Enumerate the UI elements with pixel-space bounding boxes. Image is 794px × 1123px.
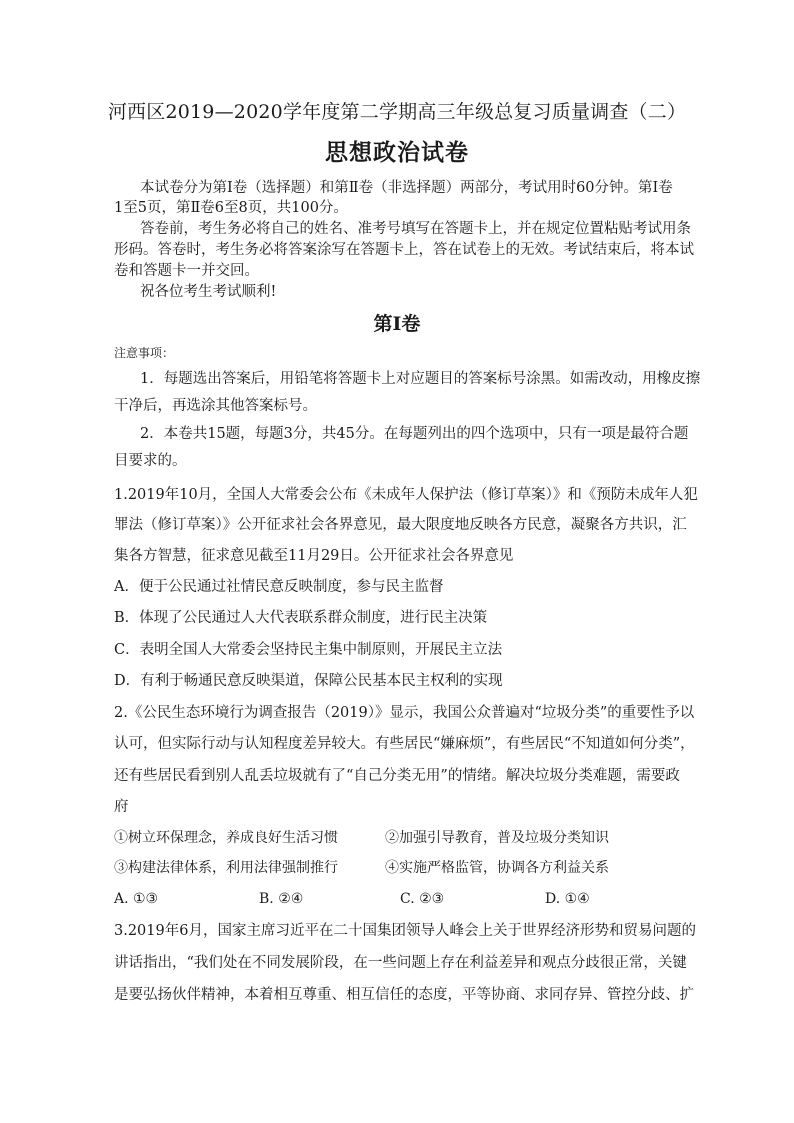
intro-paragraph-3: 祝各位考生考试顺利! xyxy=(140,284,277,300)
intro-paragraph-1-line-1: 本试卷分为第Ⅰ卷（选择题）和第Ⅱ卷（非选择题）两部分，考试用时60分钟。第Ⅰ卷 xyxy=(140,180,673,196)
question-2-statement-2: ②加强引导教育，普及垃圾分类知识 xyxy=(385,830,609,846)
notice-item-1-line-1: 1．每题选出答案后，用铅笔将答题卡上对应题目的答案标号涂黑。如需改动，用橡皮擦 xyxy=(140,371,701,387)
exam-title: 河西区2019—2020学年度第二学期高三年级总复习质量调查（二） xyxy=(107,101,687,123)
question-2-line-3: 还有些居民看到别人乱丢垃圾就有了“自己分类无用”的情绪。解决垃圾分类难题，需要政 xyxy=(114,768,680,784)
question-2-option-a: A. ①③ xyxy=(114,891,159,907)
question-2-option-d: D. ①④ xyxy=(545,891,590,907)
question-2-line-2: 认可，但实际行动与认知程度差异较大。有些居民“嫌麻烦”，有些居民“不知道如何分类”， xyxy=(114,736,695,752)
intro-paragraph-2-line-2: 形码。答卷时，考生务必将答案涂写在答题卡上，答在试卷上的无效。考试结束后，将本试 xyxy=(114,242,694,258)
notice-label: 注意事项： xyxy=(114,346,175,360)
question-1-option-d: D．有利于畅通民意反映渠道，保障公民基本民主权利的实现 xyxy=(114,673,503,689)
question-1-option-b: B．体现了公民通过人大代表联系群众制度，进行民主决策 xyxy=(114,610,488,626)
question-1-option-c: C．表明全国人大常委会坚持民主集中制原则，开展民主立法 xyxy=(114,642,503,658)
intro-paragraph-1-line-2: 1至5页，第Ⅱ卷6至8页，共100分。 xyxy=(114,200,348,216)
question-3-line-3: 是要弘扬伙伴精神，本着相互尊重、相互信任的态度，平等协商、求同存异、管控分歧、扩 xyxy=(114,987,694,1003)
question-1-line-1: 1.2019年10月，全国人大常委会公布《未成年人保护法（修订草案）》和《预防未成年人犯 xyxy=(114,487,698,503)
question-2-line-1: 2.《公民生态环境行为调查报告（2019）》显示，我国公众普遍对“垃圾分类”的重要性予以 xyxy=(114,705,695,721)
notice-item-2-line-2: 目要求的。 xyxy=(114,453,187,469)
question-1-option-a: A．便于公民通过社情民意反映制度，参与民主监督 xyxy=(114,579,444,595)
intro-paragraph-2-line-1: 答卷前，考生务必将自己的姓名、准考号填写在答题卡上，并在规定位置粘贴考试用条 xyxy=(140,221,691,237)
question-2-option-b: B. ②④ xyxy=(259,891,304,907)
question-2-statement-4: ④实施严格监管，协调各方利益关系 xyxy=(385,860,609,876)
intro-paragraph-2-line-3: 卷和答题卡一并交回。 xyxy=(114,263,259,279)
question-1-line-2: 罪法（修订草案）》公开征求社会各界意见，最大限度地反映各方民意，凝聚各方共识，汇 xyxy=(114,517,687,533)
question-3-line-1: 3.2019年6月，国家主席习近平在二十国集团领导人峰会上关于世界经济形势和贸易问题的 xyxy=(114,923,696,939)
question-3-line-2: 讲话指出，“我们处在不同发展阶段，在一些问题上存在利益差异和观点分歧很正常，关键 xyxy=(114,955,687,971)
exam-subject-title: 思想政治试卷 xyxy=(325,139,469,166)
question-1-line-3: 集各方智慧，征求意见截至11月29日。公开征求社会各界意见 xyxy=(114,548,514,564)
notice-item-1-line-2: 干净后，再选涂其他答案标号。 xyxy=(114,398,317,414)
question-2-option-c: C. ②③ xyxy=(400,891,445,907)
question-2-statement-1: ①树立环保理念，养成良好生活习惯 xyxy=(114,830,338,846)
section-title: 第Ⅰ卷 xyxy=(373,313,421,335)
question-2-line-4: 府 xyxy=(114,799,129,815)
notice-item-2-line-1: 2．本卷共15题，每题3分，共45分。在每题列出的四个选项中，只有一项是最符合题 xyxy=(140,426,689,442)
question-2-statement-3: ③构建法律体系，利用法律强制推行 xyxy=(114,860,338,876)
